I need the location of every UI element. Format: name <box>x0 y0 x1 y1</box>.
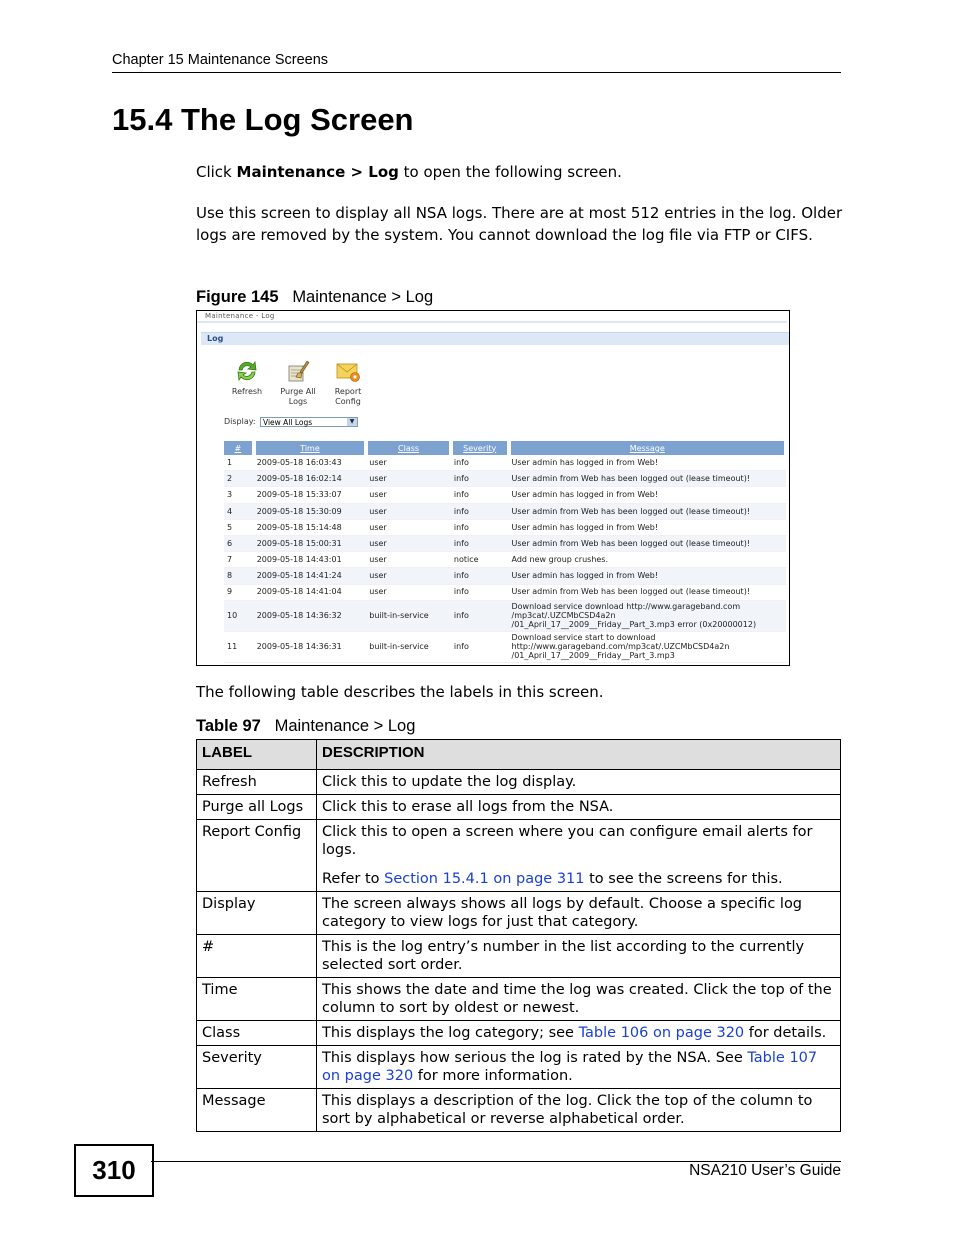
section-title: 15.4 The Log Screen <box>112 102 414 137</box>
row-description: This is the log entry’s number in the list according to the currently selected sort order. <box>317 935 841 978</box>
purge-label-line1: Purge All <box>280 387 316 396</box>
display-select[interactable] <box>260 417 358 427</box>
log-cell-number: 11 <box>224 631 254 662</box>
table-row <box>197 892 841 935</box>
log-row <box>224 535 786 551</box>
row-description-line2 <box>322 870 835 888</box>
refresh-icon <box>234 358 260 384</box>
col-header-message[interactable]: Message <box>509 441 787 455</box>
label-description-table <box>196 739 841 1132</box>
log-cell-class: user <box>366 471 451 487</box>
purge-icon <box>285 358 311 384</box>
log-table-header <box>224 441 786 455</box>
table-row <box>197 1089 841 1132</box>
row-description: This shows the date and time the log was created. Click the top of the column to sort by oldest or newest. <box>317 978 841 1021</box>
log-cell-time: 2009-05-18 15:30:09 <box>254 503 367 519</box>
report-label-line2: Config <box>335 396 361 406</box>
log-cell-message <box>509 487 787 503</box>
log-cell-class: user <box>366 519 451 535</box>
figure-caption-text: Maintenance > Log <box>292 288 434 306</box>
page-number: 310 <box>74 1144 154 1197</box>
figure-label: Figure 145 <box>196 288 279 306</box>
log-cell-class: user <box>366 535 451 551</box>
row-description-line1: Click this to open a screen where you can configure email alerts for logs. <box>322 824 813 858</box>
severity-desc-suffix: for more information. <box>413 1068 573 1084</box>
row-description: The screen always shows all logs by default. Choose a specific log category to view logs for just that category. <box>317 892 841 935</box>
log-cell-time: 2009-05-18 15:00:31 <box>254 535 367 551</box>
log-cell-number: 2 <box>224 471 254 487</box>
log-row <box>224 519 786 535</box>
table-label: Table 97 <box>196 717 261 735</box>
row-description <box>317 1021 841 1046</box>
menu-path: Maintenance > Log <box>236 163 399 181</box>
log-row <box>224 584 786 600</box>
log-message-line: User admin has logged in from Web! <box>511 571 659 581</box>
log-screen-figure <box>196 310 790 666</box>
class-desc-prefix: This displays the log category; see <box>322 1025 579 1041</box>
log-cell-class: user <box>366 503 451 519</box>
guide-title: NSA210 User’s Guide <box>689 1162 841 1179</box>
log-cell-message <box>509 519 787 535</box>
row-label: Class <box>197 1021 317 1046</box>
log-cell-message <box>509 535 787 551</box>
col-header-time[interactable]: Time <box>254 441 367 455</box>
log-cell-message <box>509 503 787 519</box>
log-message-line: User admin has logged in from Web! <box>511 522 659 532</box>
row-description: Click this to erase all logs from the NSA. <box>317 795 841 820</box>
log-cell-number: 9 <box>224 584 254 600</box>
log-cell-severity: info <box>451 455 509 471</box>
table-row <box>197 1046 841 1089</box>
row-description <box>317 1046 841 1089</box>
log-cell-time: 2009-05-18 16:02:14 <box>254 471 367 487</box>
col-header-class[interactable]: Class <box>366 441 451 455</box>
log-tab[interactable]: Log <box>201 332 790 345</box>
log-cell-class: built-in-service <box>366 631 451 662</box>
section-link[interactable]: Section 15.4.1 on page 311 <box>384 871 585 887</box>
row-label: Message <box>197 1089 317 1132</box>
log-cell-class: user <box>366 568 451 584</box>
report-config-button[interactable] <box>324 358 372 406</box>
log-cell-time: 2009-05-18 16:03:43 <box>254 455 367 471</box>
log-row <box>224 487 786 503</box>
row-label: # <box>197 935 317 978</box>
row-description: Click this to update the log display. <box>317 770 841 795</box>
log-cell-message <box>509 631 787 662</box>
refresh-label: Refresh <box>231 387 263 396</box>
log-cell-time: 2009-05-18 14:43:01 <box>254 552 367 568</box>
table-row <box>197 770 841 795</box>
row-label: Refresh <box>197 770 317 795</box>
row-label: Report Config <box>197 820 317 892</box>
figure-breadcrumb: Maintenance - Log <box>205 312 275 320</box>
row-label: Time <box>197 978 317 1021</box>
log-cell-number: 5 <box>224 519 254 535</box>
log-message-line: User admin has logged in from Web! <box>511 490 659 500</box>
log-cell-severity: info <box>451 519 509 535</box>
figure-caption <box>196 288 433 307</box>
log-cell-message <box>509 584 787 600</box>
log-row <box>224 455 786 471</box>
table-row <box>197 1021 841 1046</box>
log-cell-number: 7 <box>224 552 254 568</box>
log-message-line: User admin from Web has been logged out (lease timeout)! <box>511 538 751 548</box>
purge-label-line2: Logs <box>288 396 308 406</box>
log-row <box>224 503 786 519</box>
table-106-link[interactable]: Table 106 on page 320 <box>578 1025 745 1041</box>
log-cell-severity: info <box>451 600 509 631</box>
log-cell-class: user <box>366 584 451 600</box>
table-caption-text: Maintenance > Log <box>274 717 416 735</box>
log-message-line: User admin from Web has been logged out (lease timeout)! <box>511 587 751 597</box>
log-cell-time: 2009-05-18 14:36:31 <box>254 631 367 662</box>
report-label-line1: Report <box>334 387 362 396</box>
severity-desc-prefix: This displays how serious the log is rated by the NSA. See <box>322 1050 748 1066</box>
log-cell-message <box>509 568 787 584</box>
log-cell-message <box>509 471 787 487</box>
log-cell-severity: info <box>451 471 509 487</box>
intro-click-suffix: to open the following screen. <box>398 163 622 181</box>
log-cell-severity: info <box>451 584 509 600</box>
log-cell-time: 2009-05-18 15:14:48 <box>254 519 367 535</box>
col-description-header: DESCRIPTION <box>317 740 841 770</box>
row-description <box>317 820 841 892</box>
row-description: This displays a description of the log. Click the top of the column to sort by alphabetical or reverse alphabetical order. <box>317 1089 841 1132</box>
log-cell-number: 3 <box>224 487 254 503</box>
log-message-line: http://www.garageband.com/mp3cat/.UZCMbCSD4a2n <box>511 642 730 652</box>
log-row <box>224 631 786 662</box>
log-message-line: /01_April_17__2009__Friday__Part_3.mp3 error (0x20000012) <box>511 620 757 630</box>
log-cell-severity: info <box>451 631 509 662</box>
display-select-value: View All Logs <box>263 418 313 427</box>
log-cell-message <box>509 600 787 631</box>
log-message-line: User admin from Web has been logged out (lease timeout)! <box>511 474 751 484</box>
figure-top-bar <box>197 321 787 323</box>
log-table <box>224 441 788 663</box>
col-header-number[interactable]: # <box>224 441 254 455</box>
log-cell-message <box>509 552 787 568</box>
table-row <box>197 820 841 892</box>
log-message-line: User admin from Web has been logged out (lease timeout)! <box>511 506 751 516</box>
chevron-down-icon: ▼ <box>347 418 357 426</box>
log-cell-severity: info <box>451 487 509 503</box>
purge-all-logs-button[interactable] <box>274 358 322 406</box>
log-cell-class: user <box>366 487 451 503</box>
log-cell-time: 2009-05-18 15:33:07 <box>254 487 367 503</box>
row-label: Purge all Logs <box>197 795 317 820</box>
class-desc-suffix: for details. <box>744 1025 827 1041</box>
col-label-header: LABEL <box>197 740 317 770</box>
log-cell-number: 10 <box>224 600 254 631</box>
table-107-link[interactable]: Table 107 on page 320 <box>322 1050 818 1084</box>
email-config-icon <box>335 358 361 384</box>
col-header-severity[interactable]: Severity <box>451 441 509 455</box>
table-row <box>197 935 841 978</box>
log-row <box>224 600 786 631</box>
log-row <box>224 471 786 487</box>
log-cell-severity: notice <box>451 552 509 568</box>
log-message-line: User admin has logged in from Web! <box>511 457 659 467</box>
log-cell-severity: info <box>451 568 509 584</box>
log-cell-number: 4 <box>224 503 254 519</box>
log-cell-number: 8 <box>224 568 254 584</box>
log-message-line: Download service download http://www.garageband.com <box>511 601 741 611</box>
row-label: Severity <box>197 1046 317 1089</box>
intro-click-prefix: Click <box>196 163 237 181</box>
refer-prefix: Refer to <box>322 871 385 887</box>
log-cell-time: 2009-05-18 14:41:24 <box>254 568 367 584</box>
log-cell-class: built-in-service <box>366 600 451 631</box>
table-row <box>197 978 841 1021</box>
log-message-line: Download service start to download <box>511 632 656 642</box>
log-cell-time: 2009-05-18 14:36:32 <box>254 600 367 631</box>
log-cell-number: 6 <box>224 535 254 551</box>
log-row <box>224 568 786 584</box>
log-cell-class: user <box>366 455 451 471</box>
table-row <box>197 795 841 820</box>
log-message-line: /mp3cat/.UZCMbCSD4a2n <box>511 611 616 621</box>
row-label: Display <box>197 892 317 935</box>
intro-body-paragraph: Use this screen to display all NSA logs. There are at most 512 entries in the log. Older logs are removed by the system. You cannot download the log file via FTP or CIFS. <box>196 204 843 244</box>
log-cell-message <box>509 455 787 471</box>
log-cell-class: user <box>366 552 451 568</box>
intro-click-paragraph <box>196 162 844 184</box>
log-cell-number: 1 <box>224 455 254 471</box>
log-cell-severity: info <box>451 503 509 519</box>
log-cell-time: 2009-05-18 14:41:04 <box>254 584 367 600</box>
table-caption <box>196 717 415 736</box>
refer-suffix: to see the screens for this. <box>584 871 783 887</box>
table-intro: The following table describes the labels in this screen. <box>196 683 604 701</box>
log-message-line: Add new group crushes. <box>511 555 609 565</box>
running-header: Chapter 15 Maintenance Screens <box>112 52 841 73</box>
log-message-line: /01_April_17__2009__Friday__Part_3.mp3 <box>511 651 675 661</box>
refresh-button[interactable] <box>223 358 271 397</box>
display-label: Display: <box>224 417 256 426</box>
log-row <box>224 552 786 568</box>
log-cell-severity: info <box>451 535 509 551</box>
